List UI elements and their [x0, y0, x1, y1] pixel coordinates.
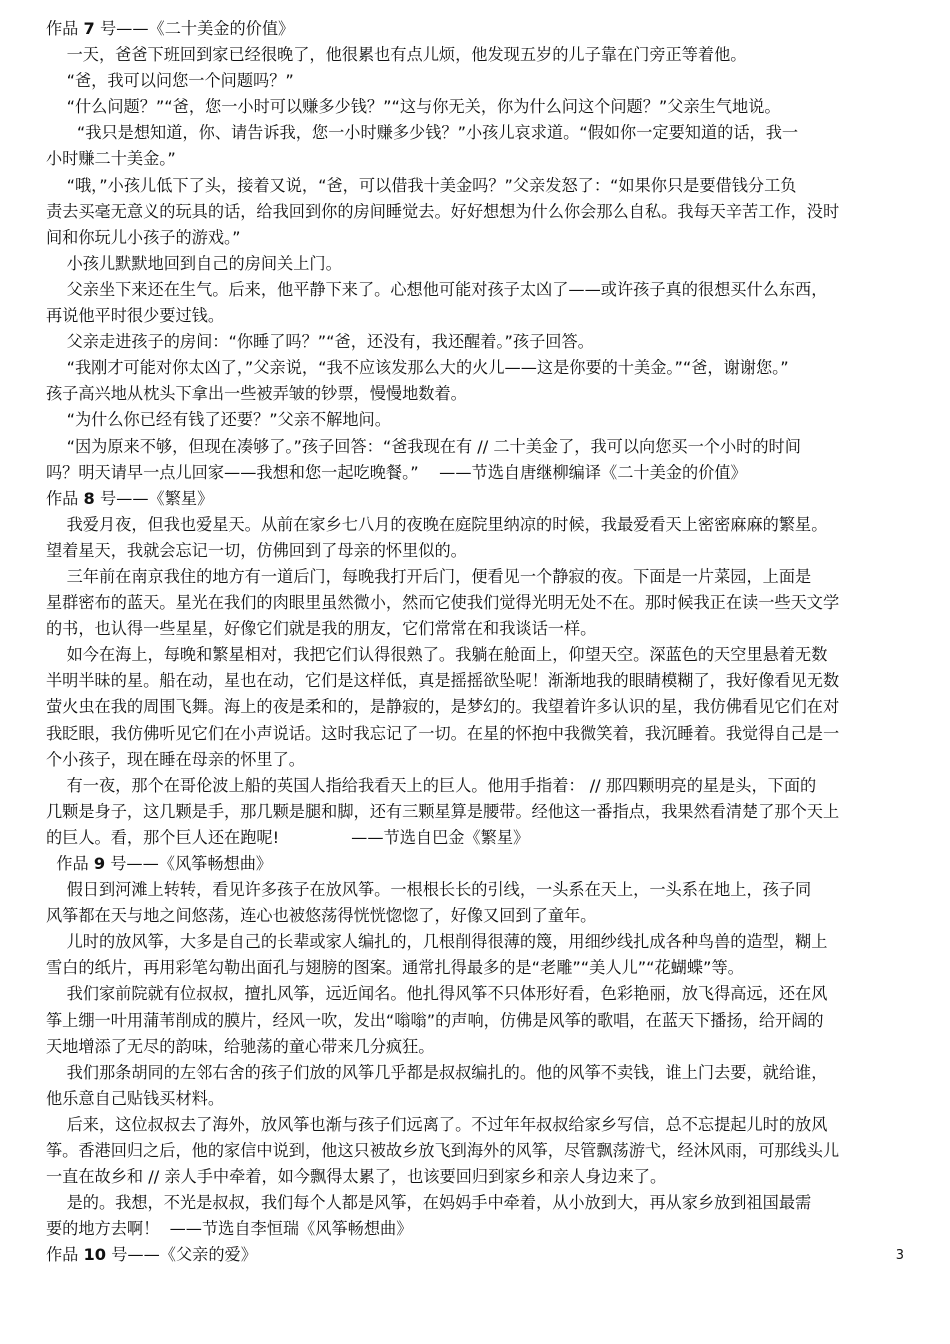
text-line: 半明半昧的星。船在动，星也在动，它们是这样低，真是摇摇欲坠呢！渐渐地我的眼睛模糊了，我好像看见无数: [46, 671, 840, 691]
text-line: 几颗是身子，这几颗是手，那几颗是腿和脚，还有三颗星算是腰带。经他这一番指点，我果然看清楚了那个天上: [46, 801, 840, 821]
text-line: 父亲走进孩子的房间：“你睡了吗？”“爸，还没有，我还醒着。”孩子回答。: [46, 332, 594, 352]
text-line: “爸，我可以问您一个问题吗？”: [46, 71, 294, 91]
section-body: [46, 512, 906, 851]
text-line: 天地增添了无尽的韵味，给驰荡的童心带来几分疯狂。: [46, 1036, 435, 1056]
section-heading: 作品 7 号——《二十美金的价值》: [46, 19, 295, 38]
section-body: [46, 42, 906, 486]
text-line: “哦，”小孩儿低下了头，接着又说，“爸，可以借我十美金吗？”父亲发怒了：“如果你只是要借钱分工负: [46, 175, 797, 195]
text-line: “什么问题？”“爸，您一小时可以赚多少钱？”“这与你无关，你为什么问这个问题？”父亲生气地说。: [46, 97, 781, 117]
text-line: 我眨眼，我仿佛听见它们在小声说话。这时我忘记了一切。在星的怀抱中我微笑着，我沉睡着。我觉得自己是一: [46, 723, 840, 743]
text-line: 孩子高兴地从枕头下拿出一些被弄皱的钞票，慢慢地数着。: [46, 384, 467, 404]
text-line: 的巨人。看，那个巨人还在跑呢! ——节选自巴金《繁星》: [46, 827, 530, 847]
text-line: 个小孩子，现在睡在母亲的怀里了。: [46, 749, 305, 769]
text-line: 我们那条胡同的左邻右舍的孩子们放的风筝几乎都是叔叔编扎的。他的风筝不卖钱，谁上门去要，就给谁，: [46, 1062, 828, 1082]
text-line: 要的地方去啊！ ——节选自李恒瑞《风筝畅想曲》: [46, 1219, 413, 1239]
text-line: 父亲坐下来还在生气。后来，他平静下来了。心想他可能对孩子太凶了——或许孩子真的很想买什么东西，: [46, 279, 828, 299]
text-line: 的书，也认得一些星星，好像它们就是我的朋友，它们常常在和我谈话一样。: [46, 619, 597, 639]
section-heading: 作品 9 号——《风筝畅想曲》: [46, 854, 273, 873]
text-line: 望着星天，我就会忘记一切，仿佛回到了母亲的怀里似的。: [46, 540, 467, 560]
text-line: 三年前在南京我住的地方有一道后门，每晚我打开后门，便看见一个静寂的夜。下面是一片菜园，上面是: [46, 566, 812, 586]
text-line: 雪白的纸片，再用彩笔勾勒出面孔与翅膀的图案。通常扎得最多的是“老雕”“美人儿”“花蝴蝶”等。: [46, 958, 744, 978]
text-line: 他乐意自己贴钱买材料。: [46, 1088, 225, 1108]
text-line: 是的。我想，不光是叔叔，我们每个人都是风筝，在妈妈手中牵着，从小放到大，再从家乡放到祖国最需: [46, 1193, 812, 1213]
text-line: “因为原来不够，但现在凑够了。”孩子回答：“爸我现在有 // 二十美金了，我可以向您买一个小时的时间: [46, 436, 801, 456]
text-line: 儿时的放风筝，大多是自己的长辈或家人编扎的，几根削得很薄的篾，用细纱线扎成各种鸟兽的造型，糊上: [46, 932, 828, 952]
text-line: “为什么你已经有钱了还要？”父亲不解地问。: [46, 410, 391, 430]
text-line: 星群密布的蓝天。星光在我们的肉眼里虽然微小，然而它使我们觉得光明无处不在。那时候我正在读一些天文学: [46, 593, 840, 613]
text-line: 一天，爸爸下班回到家已经很晚了，他很累也有点儿烦，他发现五岁的儿子靠在门旁正等着他。: [46, 45, 747, 65]
section-heading: 作品 8 号——《繁星》: [46, 488, 214, 508]
text-line: 间和你玩儿小孩子的游戏。”: [46, 227, 241, 247]
section-body: [46, 877, 906, 1242]
text-line: 我们家前院就有位叔叔，擅扎风筝，远近闻名。他扎得风筝不只体形好看，色彩艳丽，放飞得高远，还在风: [46, 984, 828, 1004]
text-line: 后来，这位叔叔去了海外，放风筝也渐与孩子们远离了。不过年年叔叔给家乡写信，总不忘提起儿时的放风: [46, 1114, 828, 1134]
text-line: 吗？明天请早一点儿回家——我想和您一起吃晚餐。” ——节选自唐继柳编译《二十美金的价值》: [46, 462, 747, 482]
text-line: 小孩儿默默地回到自己的房间关上门。: [46, 253, 342, 273]
text-line: 风筝都在天与地之间悠荡，连心也被悠荡得恍恍惚惚了，好像又回到了童年。: [46, 906, 597, 926]
page-number: 3: [895, 1248, 904, 1263]
text-line: 如今在海上，每晚和繁星相对，我把它们认得很熟了。我躺在舱面上，仰望天空。深蓝色的天空里悬着无数: [46, 645, 828, 665]
text-line: 我爱月夜，但我也爱星天。从前在家乡七八月的夜晚在庭院里纳凉的时候，我最爱看天上密密麻麻的繁星。: [46, 514, 828, 534]
text-line: “我刚才可能对你太凶了，”父亲说，“我不应该发那么大的火儿——这是你要的十美金。”“爸，谢谢您。”: [46, 358, 789, 378]
text-line: 萤火虫在我的周围飞舞。海上的夜是柔和的，是静寂的，是梦幻的。我望着许多认识的星，我仿佛看见它们在对: [46, 697, 840, 717]
text-line: 小时赚二十美金。”: [46, 149, 176, 169]
text-line: 筝上绷一叶用蒲苇削成的膜片，经风一吹，发出“嗡嗡”的声响，仿佛是风筝的歌唱，在蓝天下播扬，给开阔的: [46, 1010, 824, 1030]
text-line: “我只是想知道，你、请告诉我，您一小时赚多少钱？”小孩儿哀求道。“假如你一定要知道的话，我一: [46, 123, 799, 143]
section-heading: 作品 10 号——《父亲的爱》: [46, 1245, 257, 1265]
text-line: 再说他平时很少要过钱。: [46, 306, 225, 326]
text-line: 有一夜，那个在哥伦波上船的英国人指给我看天上的巨人。他用手指着： // 那四颗明亮的星是头，下面的: [46, 775, 817, 795]
text-line: 筝。香港回归之后，他的家信中说到，他这只被故乡放飞到海外的风筝，尽管飘荡游弋，经沐风雨，可那线头儿: [46, 1141, 840, 1161]
text-line: 假日到河滩上转转，看见许多孩子在放风筝。一根根长长的引线，一头系在天上，一头系在地上，孩子同: [46, 880, 812, 900]
text-line: 一直在故乡和 // 亲人手中牵着，如今飘得太累了，也该要回归到家乡和亲人身边来了。: [46, 1167, 667, 1187]
text-line: 责去买毫无意义的玩具的话，给我回到你的房间睡觉去。好好想想为什么你会那么自私。我每天辛苦工作，没时: [46, 201, 840, 221]
document-page: [46, 16, 906, 1269]
